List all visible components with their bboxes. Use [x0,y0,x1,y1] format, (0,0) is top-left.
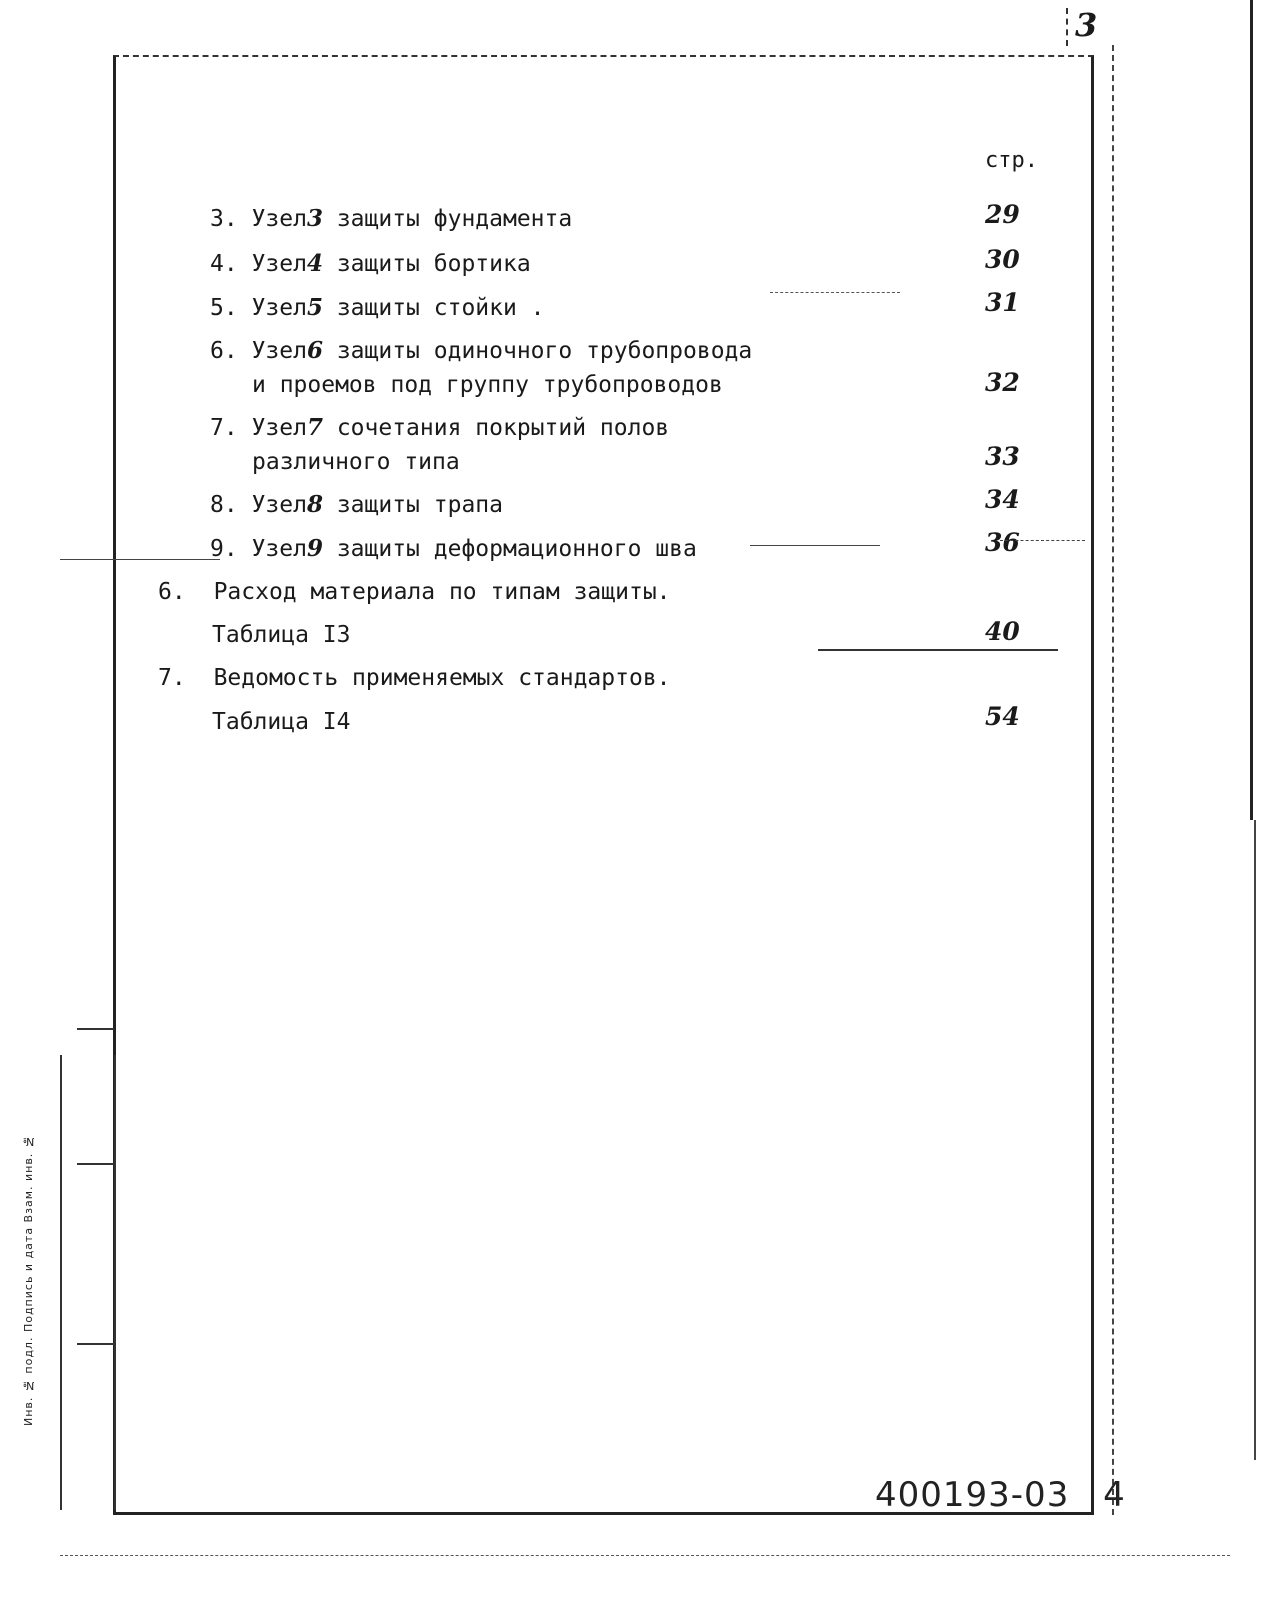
toc-entry-continuation: и проемов под группу трубопроводов [252,372,723,398]
entry-number: 4. [210,251,238,277]
entry-number: 3. [210,206,238,232]
toc-entry [210,414,669,441]
toc-entry [210,294,545,321]
sheet-number: 3 [1075,6,1098,44]
scan-rule [770,292,900,293]
section-title: Расход материала по типам защиты. [213,579,671,605]
copy-number: 4 [1103,1475,1126,1515]
toc-section [158,579,671,605]
handwritten-node-number: 3 [306,205,323,232]
stamp-divider [77,1343,114,1345]
section-title: Ведомость применяемых стандартов. [213,665,671,691]
entry-title-rest: защиты одиночного трубопровода [322,338,753,364]
toc-entry [210,491,503,518]
section-number: 7. [158,665,186,691]
page-edge-line-lower [1254,820,1256,1460]
page-edge-line [1250,0,1253,820]
entry-title-rest: защиты бортика [322,251,531,277]
entry-page: 31 [985,288,1020,317]
toc-entry [210,250,531,277]
entry-title-rest: сочетания покрытий полов [322,415,670,441]
toc-entry [210,337,752,364]
scan-rule [60,559,220,560]
section-page: 54 [985,702,1020,731]
section-table-ref: Таблица I3 [212,622,351,648]
stamp-divider [77,1163,114,1165]
entry-number: 9. [210,536,238,562]
stamp-divider [77,1028,114,1030]
approval-stamp-strip [60,1055,116,1510]
handwritten-node-number: 4 [306,250,323,277]
handwritten-node-number: 8 [306,491,323,518]
corner-divider [1066,8,1068,46]
page-bottom-rule [60,1555,1230,1556]
handwritten-node-number: 6 [306,337,323,364]
stamp-labels: Инв. № подл. Подпись и дата Взам. инв. № [22,1134,35,1426]
entry-page: 34 [985,485,1020,514]
page-underline [818,649,1058,651]
entry-number: 8. [210,492,238,518]
entry-title-rest: защиты трапа [322,492,503,518]
entry-title: Узел [251,295,307,321]
entry-title: Узел [251,492,307,518]
entry-title-rest: защиты стойки . [322,295,545,321]
toc-entry [210,205,572,232]
entry-page: 36 [985,528,1020,557]
toc-entry-continuation: различного типа [252,449,460,475]
page-column-header: стр. [985,148,1038,173]
toc-section [158,665,671,691]
entry-page: 33 [985,442,1020,471]
document-code-text: 400193-03 [875,1475,1070,1515]
document-code [875,1475,1126,1515]
entry-number: 5. [210,295,238,321]
entry-title: Узел [251,251,307,277]
entry-title: Узел [251,415,307,441]
section-number: 6. [158,579,186,605]
entry-page: 32 [985,368,1020,397]
entry-page: 29 [985,200,1020,229]
entry-title: Узел [251,536,307,562]
entry-title-rest: защиты деформационного шва [322,536,697,562]
entry-title: Узел [251,206,307,232]
entry-page: 30 [985,245,1020,274]
handwritten-node-number: 7 [306,414,323,441]
entry-title: Узел [251,338,307,364]
scan-rule [1000,540,1085,541]
entry-title-rest: защиты фундамента [322,206,573,232]
outer-frame-line [1112,45,1114,1515]
handwritten-node-number: 9 [306,535,323,562]
section-page: 40 [985,617,1020,646]
entry-number: 6. [210,338,238,364]
entry-number: 7. [210,415,238,441]
scan-rule [750,545,880,546]
handwritten-node-number: 5 [306,294,323,321]
toc-entry [210,535,697,562]
section-table-ref: Таблица I4 [212,709,351,735]
